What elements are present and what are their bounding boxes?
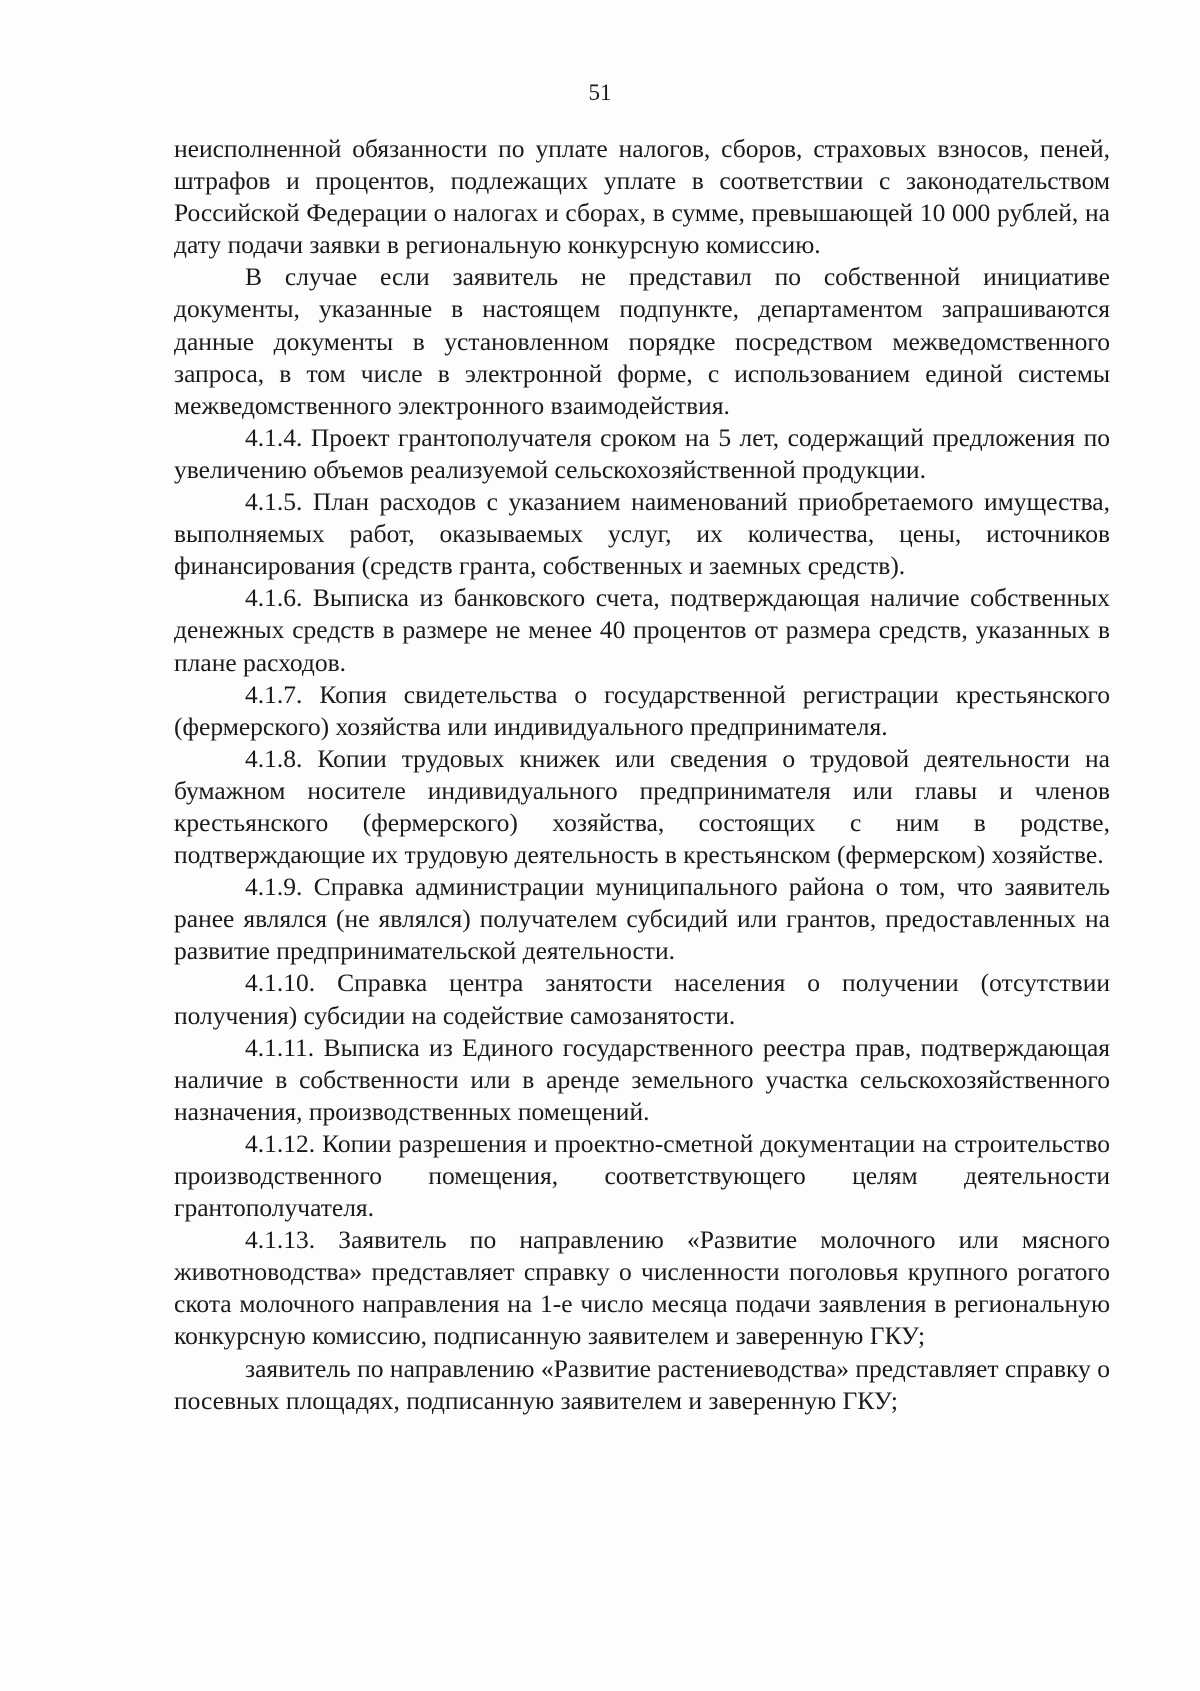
paragraph-continuation: неисполненной обязанности по уплате налогов, сборов, страховых взносов, пеней, штрафов и процентов, подлежащих уплате в соответствии с законодательством Российской Федерации о налогах и сборах, в сумме, превышающей 10 000 рублей, на дату подачи заявки в региональную конкурсную комиссию. [174,134,1110,260]
paragraph-4-1-5: 4.1.5. План расходов с указанием наименований приобретаемого имущества, выполняемых работ, оказываемых услуг, их количества, цены, источников финансирования (средств гранта, собственных и заемных средств). [174,487,1110,581]
paragraph-plant-growing: заявитель по направлению «Развитие растениеводства» представляет справку о посевных площадях, подписанную заявителем и заверенную ГКУ; [174,1353,1110,1415]
paragraph-4-1-9: 4.1.9. Справка администрации муниципального района о том, что заявитель ранее являлся (не являлся) получателем субсидий или грантов, предоставленных на развитие предпринимательской деятельности. [174,872,1110,966]
paragraph-4-1-11: 4.1.11. Выписка из Единого государственного реестра прав, подтверждающая наличие в собственности или в аренде земельного участка сельскохозяйственного назначения, производственных помещений. [174,1032,1110,1126]
paragraph-4-1-10: 4.1.10. Справка центра занятости населения о получении (отсутствии получения) субсидии на содействие самозанятости. [174,968,1110,1030]
paragraph-4-1-13: 4.1.13. Заявитель по направлению «Развитие молочного или мясного животноводства» представляет справку о численности поголовья крупного рогатого скота молочного направления на 1-е число месяца подачи заявления в региональную конкурсную комиссию, подписанную заявителем и заверенную ГКУ; [174,1225,1110,1351]
document-body [174,133,1110,1417]
paragraph-4-1-6: 4.1.6. Выписка из банковского счета, подтверждающая наличие собственных денежных средств в размере не менее 40 процентов от размера средств, указанных в плане расходов. [174,583,1110,677]
paragraph-4-1-7: 4.1.7. Копия свидетельства о государственной регистрации крестьянского (фермерского) хозяйства или индивидуального предпринимателя. [174,679,1110,741]
page-number: 51 [588,80,612,105]
paragraph-4-1-12: 4.1.12. Копии разрешения и проектно-сметной документации на строительство производственного помещения, соответствующего целям деятельности грантополучателя. [174,1128,1110,1223]
paragraph-4-1-8: 4.1.8. Копии трудовых книжек или сведения о трудовой деятельности на бумажном носителе индивидуального предпринимателя или главы и членов крестьянского (фермерского) хозяйства, состоящих с ним в родстве, подтверждающие их трудовую деятельность в крестьянском (фермерском) хозяйстве. [174,743,1110,870]
paragraph-request-note: В случае если заявитель не представил по собственной инициативе документы, указанные в настоящем подпункте, департаментом запрашиваются данные документы в установленном порядке посредством межведомственного запроса, в том числе в электронной форме, с использованием единой системы межведомственного электронного взаимодействия. [174,262,1110,420]
paragraph-4-1-4: 4.1.4. Проект грантополучателя сроком на 5 лет, содержащий предложения по увеличению объемов реализуемой сельскохозяйственной продукции. [174,422,1110,484]
